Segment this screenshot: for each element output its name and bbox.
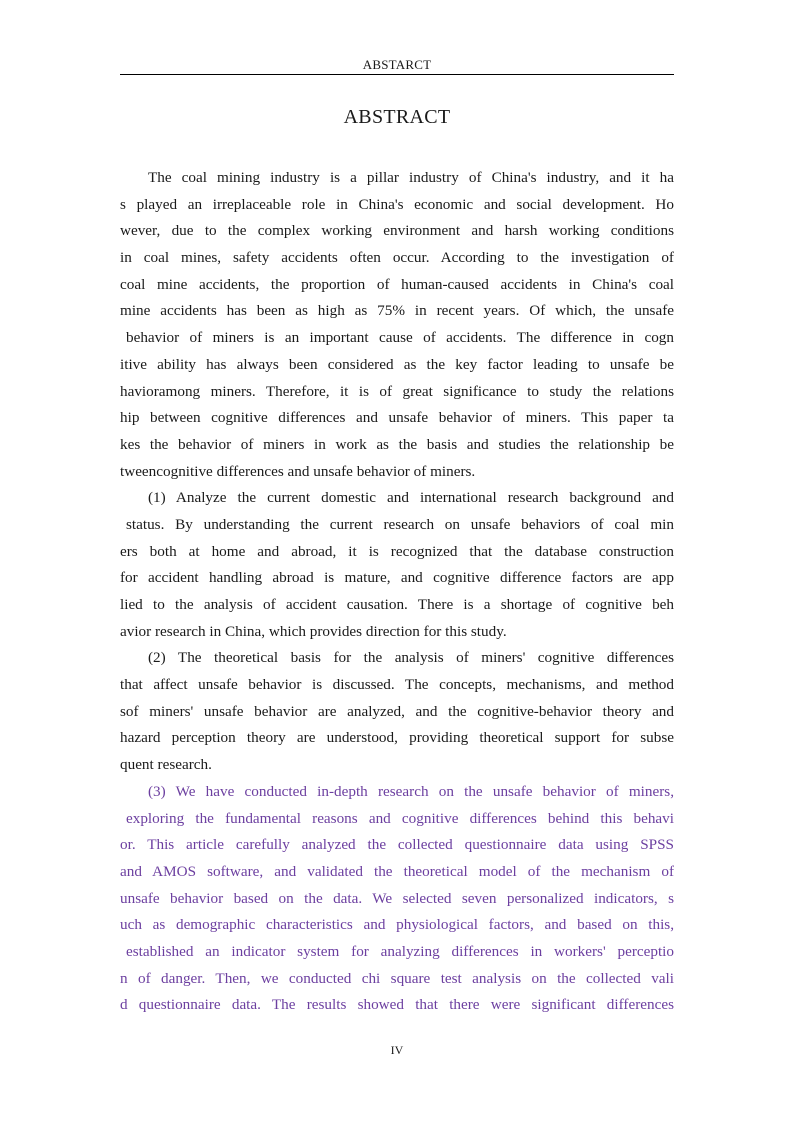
text-line: (2) The theoretical basis for the analysis of miners' cognitive differences — [148, 649, 674, 667]
page-number: IV — [390, 1043, 404, 1057]
abstract-body — [120, 165, 674, 1019]
highlighted-text-line: d questionnaire data. The results showed that there were significant differences — [120, 996, 674, 1014]
text-line: quent research. — [120, 756, 212, 774]
text-line: coal mine accidents, the proportion of human-caused accidents in China's coal — [120, 275, 674, 293]
text-line: status. By understanding the current research on unsafe behaviors of coal min — [126, 515, 674, 533]
highlighted-text-line: unsafe behavior based on the data. We selected seven personalized indicators, s — [120, 889, 674, 907]
text-line: (1) Analyze the current domestic and international research background and — [148, 489, 674, 507]
text-line: sof miners' unsafe behavior are analyzed, and the cognitive-behavior theory and — [120, 702, 674, 720]
text-line: avior research in China, which provides direction for this study. — [120, 622, 507, 640]
highlighted-text-line: and AMOS software, and validated the theoretical model of the mechanism of — [120, 862, 674, 880]
text-line: itive ability has always been considered as the key factor leading to unsafe be — [120, 355, 674, 373]
text-line: behavior of miners is an important cause of accidents. The difference in cogn — [126, 329, 674, 347]
highlighted-text-line: or. This article carefully analyzed the collected questionnaire data using SPSS — [120, 836, 674, 854]
highlighted-text-line: (3) We have conducted in-depth research on the unsafe behavior of miners, — [148, 782, 674, 800]
text-line: hip between cognitive differences and unsafe behavior of miners. This paper ta — [120, 409, 674, 427]
text-line: kes the behavior of miners in work as the basis and studies the relationship be — [120, 435, 674, 453]
text-line: ers both at home and abroad, it is recognized that the database construction — [120, 542, 674, 560]
text-line: havioramong miners. Therefore, it is of great significance to study the relations — [120, 382, 674, 400]
text-line: in coal mines, safety accidents often occur. According to the investigation of — [120, 249, 674, 267]
text-line: mine accidents has been as high as 75% in recent years. Of which, the unsafe — [120, 302, 674, 320]
abstract-title: ABSTRACT — [343, 106, 451, 128]
text-line: s played an irreplaceable role in China's economic and social development. Ho — [120, 195, 674, 213]
highlighted-text-line: uch as demographic characteristics and physiological factors, and based on this, — [120, 916, 674, 934]
text-line: lied to the analysis of accident causation. There is a shortage of cognitive beh — [120, 596, 674, 613]
text-line: hazard perception theory are understood, providing theoretical support for subse — [120, 729, 674, 747]
highlighted-text-line: established an indicator system for analyzing differences in workers' perceptio — [126, 942, 674, 960]
text-line: wever, due to the complex working environment and harsh working conditions — [120, 222, 674, 240]
text-line: that affect unsafe behavior is discussed. The concepts, mechanisms, and method — [120, 676, 674, 694]
highlighted-text-line: n of danger. Then, we conducted chi square test analysis on the collected vali — [120, 969, 674, 987]
text-line: for accident handling abroad is mature, and cognitive difference factors are app — [120, 569, 674, 587]
running-header: ABSTARCT — [362, 57, 432, 72]
text-line: tweencognitive differences and unsafe behavior of miners. — [120, 462, 476, 480]
header-rule — [120, 74, 674, 75]
text-line: The coal mining industry is a pillar industry of China's industry, and it ha — [148, 169, 674, 186]
highlighted-text-line: exploring the fundamental reasons and cognitive differences behind this behavi — [126, 809, 674, 827]
